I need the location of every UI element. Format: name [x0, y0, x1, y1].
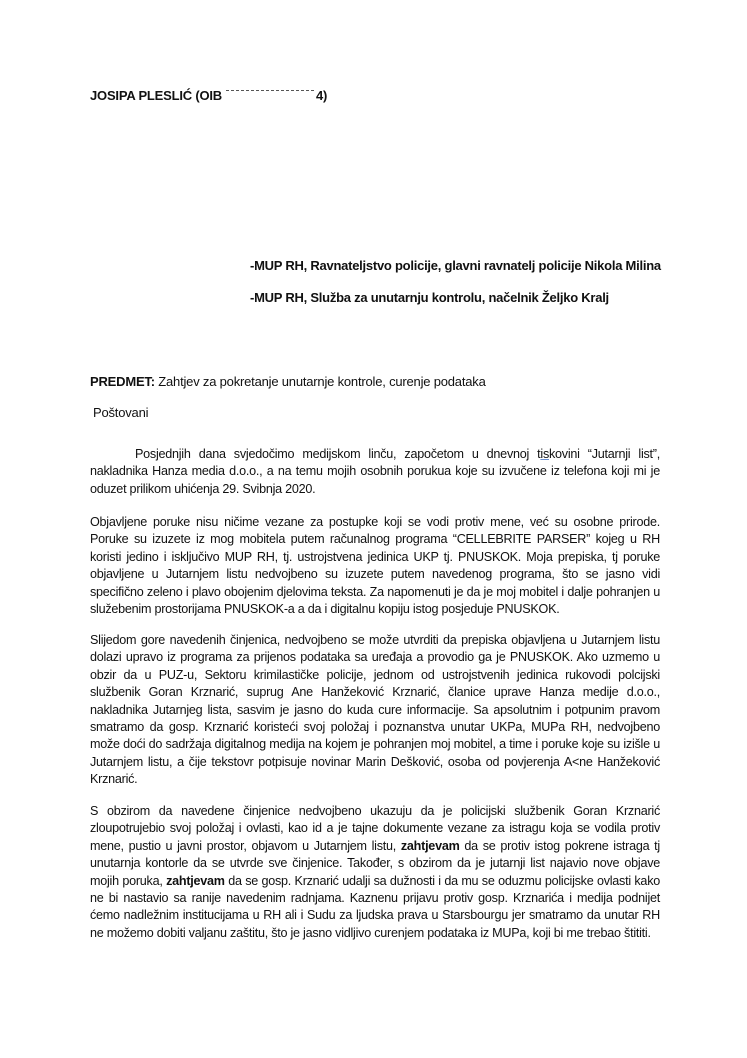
- spellcheck-underline: is: [540, 447, 549, 461]
- subject-label: PREDMET:: [90, 374, 155, 389]
- greeting: Poštovani: [93, 405, 149, 420]
- paragraph-1: [90, 446, 660, 498]
- paragraph-2: Objavljene poruke nisu ničime vezane za postupke koji se vodi protiv mene, već su osobne prirode. Poruke su izuzete iz mog mobitela putem računalnog programa “CELLEBRITE PARSER” kojeg u RH koristi jedino i isključivo MUP RH, tj. ustrojstvena jedinica UKP tj. PNUSKOK. Moja prepiska, tj poruke objavljene u Jutarnjem listu nedvojbeno su izuzete putem navedenog programa, što se jasno vidi specifično zeleno i plavo obojenim djelovima teksta. Za napomenuti je da je moj mobitel i dalje pohranjen u služebenim prostorijama PNUSKOK-a a da i digitalnu kopiju istog posjeduje PNUSKOK.: [90, 515, 660, 617]
- recipient-line: -MUP RH, Ravnateljstvo policije, glavni ravnatelj policije Nikola Milina: [250, 258, 661, 273]
- paragraph-text: Posjednjih dana svjedočimo medijskom linču, započetom u dnevnoj t: [135, 447, 541, 461]
- paragraph-3: Slijedom gore navedenih činjenica, nedvojbeno se može utvrditi da prepiska objavljena u Jutarnjem listu dolazi upravo iz programa za prijenos podataka sa uređaja a provodio ga je PNUSKOK. Ako uzmemo u obzir da u PUZ-u, Sektoru krimilastičke policije, jednom od ustrojstvenih jedinica rukovodi polcijski službenik Goran Krznarić, suprug Ane Hanžeković Krznarić, članice uprave Hanza medije d.o.o., nakladnika Jutarnjeg lista, sasvim je jasno do kuda cure informacije. Sa apsolutnim i potpunim pravom smatramo da gosp. Krznarić koristeći svoj položaj i poznanstva unutar UKPa, MUPa RH, nedvojbeno može doći do sadržaja digitalnog medija na kojem je pohranjen moj mobitel, a time i poruke koje su izišle u Jutarnjem listu, a čije tekstovr potpisuje novinar Marin Dešković, osoba od povjerenja A<ne Hanžeković Krznarić.: [90, 633, 660, 787]
- oib-suffix: 4): [316, 88, 328, 103]
- paragraph-4: [90, 803, 660, 942]
- sender-name: JOSIPA PLESLIĆ (OIB: [90, 88, 222, 103]
- recipient-line: -MUP RH, Služba za unutarnju kontrolu, načelnik Željko Kralj: [250, 290, 609, 305]
- sender-header: [90, 88, 327, 103]
- oib-redaction: [226, 90, 314, 97]
- paragraph-text: S obzirom da navedene činjenice nedvojbeno ukazuju da je policijski službenik Goran Krznarić zloupotrujebio svoj položaj i ovlasti, kao id a je tajne dokumente vezane za istragu koja se vodila protiv mene, pustio u javni prostor, objavom u Jutarnjem listu,: [90, 804, 660, 853]
- paragraph-text: da se protiv istog pokrene istraga tj unutarnja kontorle da se utvrde sve činjenice. Također, s obzirom da je jutarnji list najavio nove objave mojih poruka,: [90, 838, 660, 888]
- emphasis-demand: zahtjevam: [400, 838, 460, 853]
- subject-line: [90, 374, 486, 389]
- emphasis-demand: zahtjevam: [166, 873, 225, 888]
- subject-text: Zahtjev za pokretanje unutarnje kontrole, curenje podataka: [154, 374, 486, 389]
- paragraph-text: kovini “Jutarnji list”, nakladnika Hanza media d.o.o., a na temu mojih osobnih porukua koje su izvučene iz telefona koji mi je oduzet prilikom uhićenja 29. Svibnja 2020.: [90, 447, 660, 496]
- paragraph-text: da se gosp. Krznarić udalji sa dužnosti i da mu se oduzmu policijske ovlasti kako ne bi nastavio sa ranije navedenim radnjama. Kaznenu prijavu protiv gosp. Krznarića i medija podnijet ćemo nadležnim institucijama u RH ali i Sudu za ljudska prava u Starsbourgu jer smatramo da unutar RH ne možemo dobiti valjanu zaštitu, što je jasno vidljivo curenjem podataka iz MUPa, koji bi me trebao štititi.: [90, 873, 660, 940]
